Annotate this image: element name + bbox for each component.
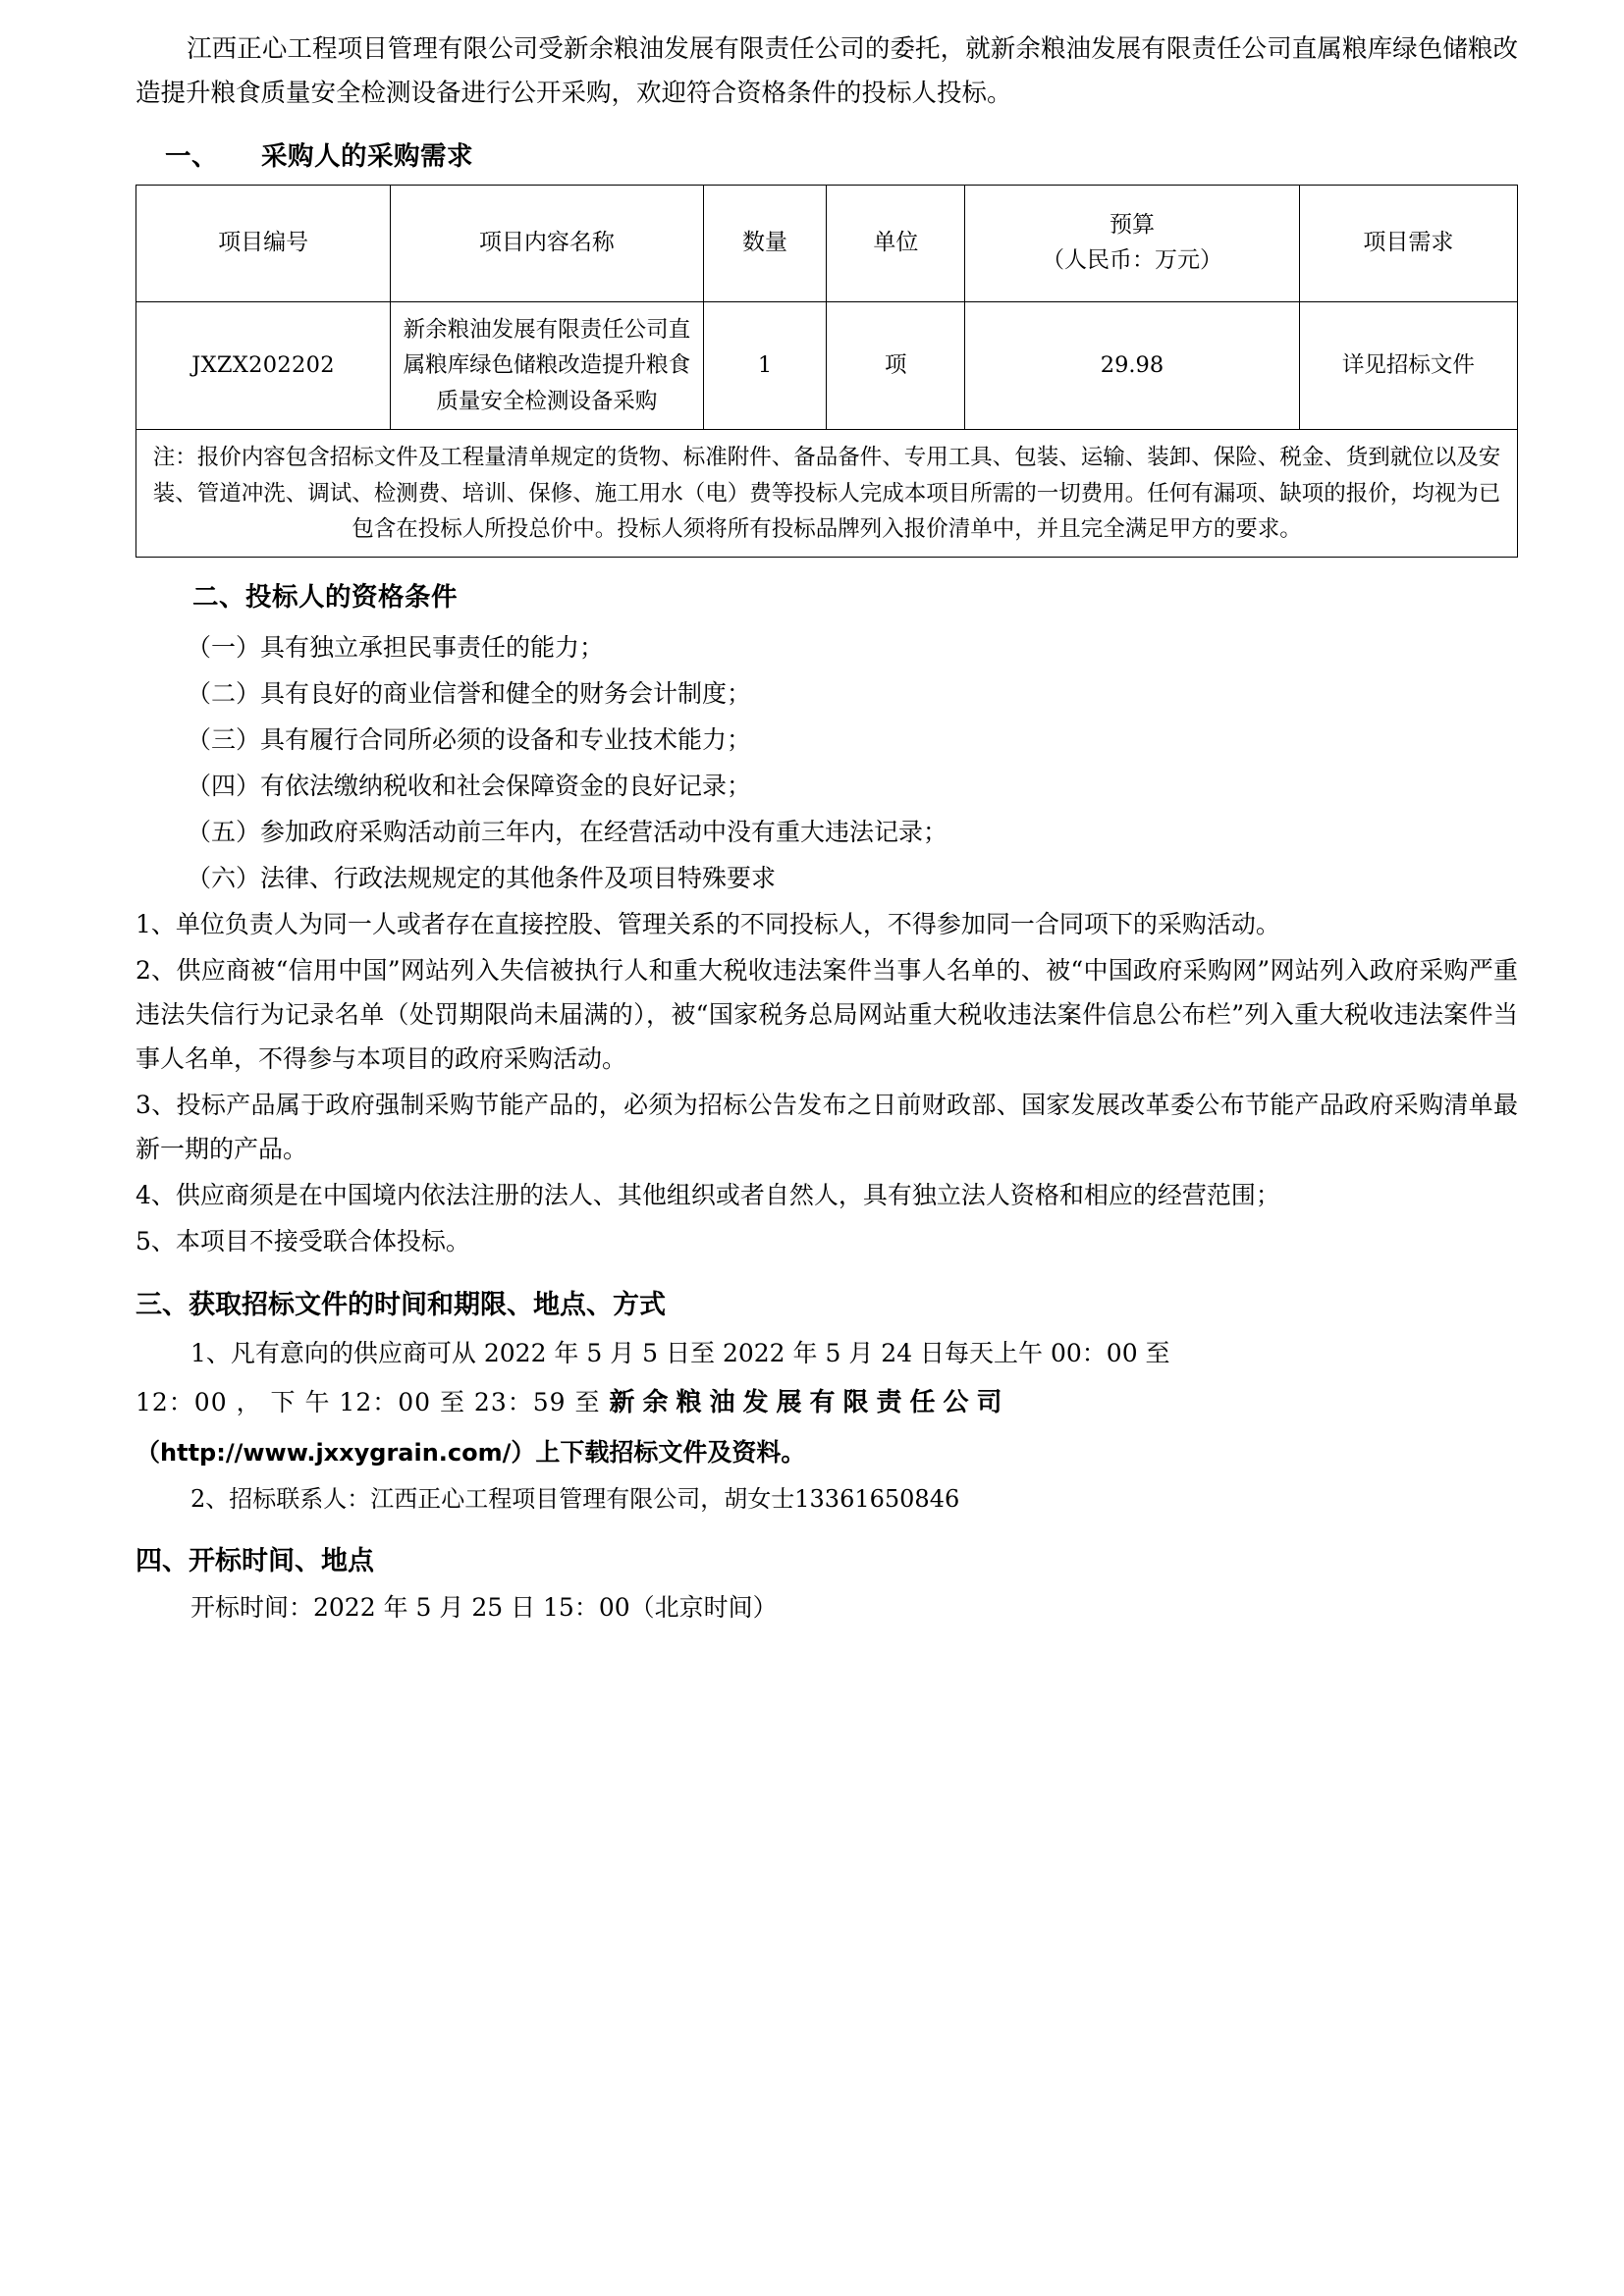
table-row — [136, 301, 1518, 429]
qualification-paragraph: 2、供应商被“信用中国”网站列入失信被执行人和重大税收违法案件当事人名单的、被“中国政府采购网”网站列入政府采购严重违法失信行为记录名单（处罚期限尚未届满的），被“国家税务总局网站重大税收违法案件信息公布栏”列入重大税收违法案件当事人名单，不得参与本项目的政府采购活动。 — [135, 956, 1518, 1074]
section3-url-line — [135, 1428, 1518, 1477]
qualification-item: （五）参加政府采购活动前三年内，在经营活动中没有重大违法记录； — [187, 818, 948, 847]
company-name: 新余粮油发展有限责任公司 — [609, 1387, 1010, 1417]
cell-requirement: 详见招标文件 — [1299, 301, 1517, 429]
header-quantity: 数量 — [703, 185, 827, 301]
intro-text: 江西正心工程项目管理有限公司受新余粮油发展有限责任公司的委托，就新余粮油发展有限责任公司直属粮库绿色储粮改造提升粮食质量安全检测设备进行公开采购，欢迎符合资格条件的投标人投标。 — [135, 34, 1518, 109]
section4-heading: 四、开标时间、地点 — [135, 1546, 374, 1577]
url-suffix-text: ）上下载招标文件及资料。 — [511, 1437, 806, 1467]
header-unit: 单位 — [827, 185, 965, 301]
qualification-paragraph: 3、投标产品属于政府强制采购节能产品的，必须为招标公告发布之日前财政部、国家发展改革委公布节能产品政府采购清单最新一期的产品。 — [135, 1091, 1518, 1164]
qualification-paragraph: 5、本项目不接受联合体投标。 — [135, 1227, 470, 1256]
cell-note: 注：报价内容包含招标文件及工程量清单规定的货物、标准附件、备品备件、专用工具、包装、运输、装卸、保险、税金、货到就位以及安装、管道冲洗、调试、检测费、培训、保修、施工用水（电）费等投标人完成本项目所需的一切费用。任何有漏项、缺项的报价，均视为已包含在投标人所投总价中。投标人须将所有投标品牌列入报价清单中，并且完全满足甲方的要求。 — [136, 430, 1518, 558]
cell-code: JXZX202202 — [136, 301, 391, 429]
intro-paragraph — [135, 27, 1518, 117]
table-header-row — [136, 185, 1518, 301]
header-budget — [965, 185, 1300, 301]
cell-unit: 项 — [827, 301, 965, 429]
qualification-paragraph: 4、供应商须是在中国境内依法注册的法人、其他组织或者自然人，具有独立法人资格和相应的经营范围； — [135, 1181, 1280, 1210]
cell-quantity: 1 — [703, 301, 827, 429]
qualification-item: （一）具有独立承担民事责任的能力； — [187, 633, 605, 663]
table-note-row — [136, 430, 1518, 558]
header-code: 项目编号 — [136, 185, 391, 301]
section3-heading: 三、获取招标文件的时间和期限、地点、方式 — [135, 1290, 666, 1321]
open-time-text: 开标时间：2022 年 5 月 25 日 15：00（北京时间） — [190, 1593, 778, 1623]
section1-title: 采购人的采购需求 — [261, 140, 473, 172]
section1-number: 一、 — [165, 140, 218, 172]
header-requirement: 项目需求 — [1299, 185, 1517, 301]
requirements-table — [135, 185, 1518, 559]
qualification-item: （四）有依法缴纳税收和社会保障资金的良好记录； — [187, 772, 752, 801]
qualification-item: （二）具有良好的商业信誉和健全的财务会计制度； — [187, 679, 752, 709]
section3-item2: 2、招标联系人：江西正心工程项目管理有限公司，胡女士13361650846 — [190, 1484, 960, 1513]
header-budget-main: 预算 — [1109, 212, 1155, 239]
section2-heading: 二、投标人的资格条件 — [192, 582, 458, 614]
section3-item1-line2 — [135, 1377, 1518, 1428]
section1-heading — [165, 134, 1518, 173]
website-link[interactable]: http://www.jxxygrain.com/ — [160, 1438, 512, 1467]
qualification-paragraph: 1、单位负责人为同一人或者存在直接控股、管理关系的不同投标人，不得参加同一合同项下的采购活动。 — [135, 910, 1280, 939]
cell-name: 新余粮油发展有限责任公司直属粮库绿色储粮改造提升粮食质量安全检测设备采购 — [391, 301, 703, 429]
time-range-text: 12：00 ， 下 午 12：00 至 23：59 至 — [135, 1387, 601, 1416]
url-open-paren: （ — [135, 1437, 161, 1467]
cell-budget: 29.98 — [965, 301, 1300, 429]
header-name: 项目内容名称 — [391, 185, 703, 301]
header-budget-sub: （人民币：万元） — [1041, 246, 1222, 273]
qualification-item: （六）法律、行政法规规定的其他条件及项目特殊要求 — [187, 864, 777, 893]
qualification-item: （三）具有履行合同所必须的设备和专业技术能力； — [187, 725, 752, 755]
section3-item1: 1、凡有意向的供应商可从 2022 年 5 月 5 日至 2022 年 5 月 24 日每天上午 00：00 至 — [190, 1339, 1170, 1368]
